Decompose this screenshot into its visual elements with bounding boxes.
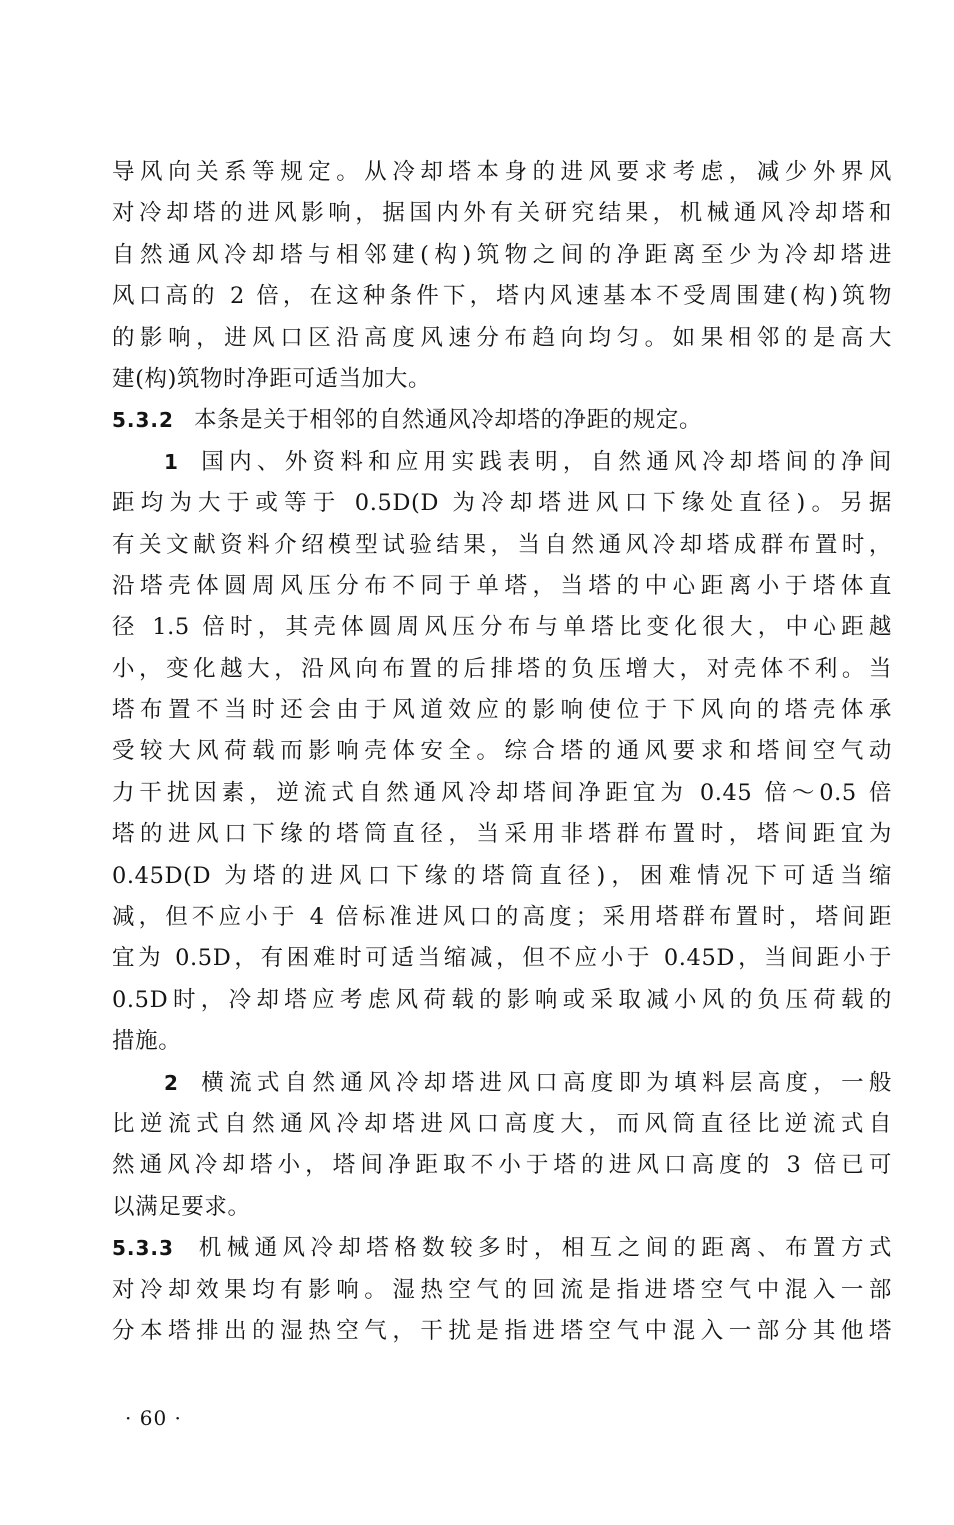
text-line: 对冷却效果均有影响。湿热空气的回流是指进塔空气中混入一部 [112, 1276, 892, 1303]
text-line: 宜为 0.5D，有困难时可适当缩减，但不应小于 0.45D，当间距小于 [112, 945, 892, 972]
text-line: 减，但不应小于 4 倍标准进风口的高度；采用塔群布置时，塔间距 [112, 904, 892, 931]
text-line: 沿塔壳体圆周风压分布不同于单塔，当塔的中心距离小于塔体直 [112, 572, 892, 599]
section-heading-5-3-2 [112, 400, 892, 441]
item-1-first-line [112, 442, 892, 483]
text-line: 自然通风冷却塔与相邻建(构)筑物之间的净距离至少为冷却塔进 [112, 241, 892, 268]
text-line: 以满足要求。 [112, 1193, 251, 1220]
text-line: 比逆流式自然通风冷却塔进风口高度大，而风筒直径比逆流式自 [112, 1110, 892, 1137]
section-text: 本条是关于相邻的自然通风冷却塔的净距的规定。 [193, 407, 703, 434]
text-line: 措施。 [112, 1028, 182, 1055]
item-text: 国内、外资料和应用实践表明，自然通风冷却塔间的净间 [196, 448, 892, 475]
text-line: 分本塔排出的湿热空气，干扰是指进塔空气中混入一部分其他塔 [112, 1317, 892, 1344]
text-line: 风口高的 2 倍，在这种条件下，塔内风速基本不受周围建(构)筑物 [112, 283, 892, 310]
section-heading-5-3-3 [112, 1228, 892, 1269]
item-number: 2 [164, 1070, 179, 1095]
section-number: 5.3.2 [112, 408, 174, 433]
text-line: 建(构)筑物时净距可适当加大。 [112, 365, 432, 392]
section-text: 机械通风冷却塔格数较多时，相互之间的距离、布置方式 [193, 1235, 892, 1262]
text-line: 塔布置不当时还会由于风道效应的影响使位于下风向的塔壳体承 [112, 697, 892, 724]
text-line: 然通风冷却塔小，塔间净距取不小于塔的进风口高度的 3 倍已可 [112, 1152, 892, 1179]
text-line: 径 1.5 倍时，其壳体圆周风压分布与单塔比变化很大，中心距越 [112, 614, 892, 641]
text-line: 导风向关系等规定。从冷却塔本身的进风要求考虑，减少外界风 [112, 159, 892, 185]
item-2-first-line [112, 1063, 892, 1104]
text-line: 0.5D时，冷却塔应考虑风荷载的影响或采取减小风的负压荷载的 [112, 986, 892, 1013]
text-line: 有关文献资料介绍模型试验结果，当自然通风冷却塔成群布置时， [112, 531, 892, 558]
text-line: 小，变化越大，沿风向布置的后排塔的负压增大，对壳体不利。当 [112, 655, 892, 682]
item-text: 横流式自然通风冷却塔进风口高度即为填料层高度，一般 [196, 1069, 892, 1096]
text-line: 力干扰因素，逆流式自然通风冷却塔间净距宜为 0.45 倍～0.5 倍 [112, 779, 892, 806]
section-number: 5.3.3 [112, 1236, 174, 1261]
text-line: 距均为大于或等于 0.5D(D 为冷却塔进风口下缘处直径)。另据 [112, 490, 892, 517]
text-line: 0.45D(D 为塔的进风口下缘的塔筒直径)，困难情况下可适当缩 [112, 862, 892, 889]
text-line: 受较大风荷载而影响壳体安全。综合塔的通风要求和塔间空气动 [112, 738, 892, 765]
text-line: 塔的进风口下缘的塔筒直径，当采用非塔群布置时，塔间距宜为 [112, 821, 892, 848]
page-number: · 60 · [125, 1406, 182, 1430]
text-line: 的影响，进风口区沿高度风速分布趋向均匀。如果相邻的是高大 [112, 324, 892, 351]
text-line: 对冷却塔的进风影响，据国内外有关研究结果，机械通风冷却塔和 [112, 200, 892, 227]
item-number: 1 [164, 449, 179, 474]
body-text [112, 152, 892, 1352]
